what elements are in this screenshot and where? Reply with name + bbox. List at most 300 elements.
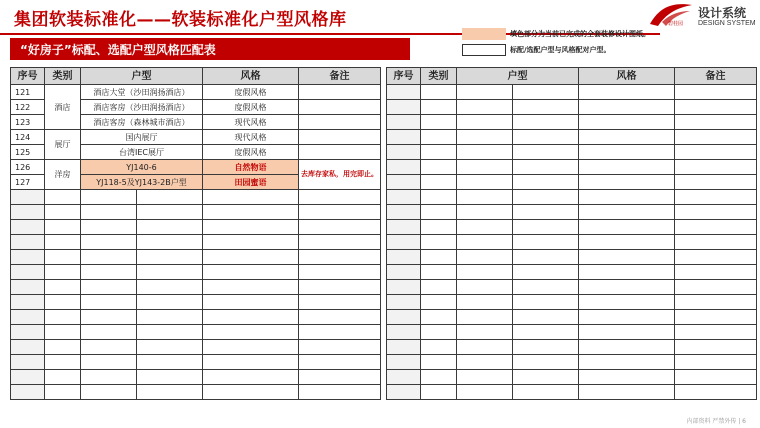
empty-cell [45, 295, 81, 310]
table-row [11, 130, 381, 145]
empty-cell [299, 325, 381, 340]
empty-cell [457, 355, 513, 370]
table-row-empty [387, 220, 757, 235]
empty-cell [387, 295, 421, 310]
header-category: 类别 [421, 68, 457, 85]
empty-cell [513, 190, 579, 205]
empty-cell [421, 85, 457, 100]
header-remark: 备注 [299, 68, 381, 85]
table-row-empty [11, 250, 381, 265]
empty-cell [137, 340, 203, 355]
table-row-empty [387, 325, 757, 340]
empty-cell [457, 250, 513, 265]
legend-text-blank: 标配/选配户型与风格配对户型。 [510, 46, 611, 54]
empty-cell [579, 280, 675, 295]
empty-cell [81, 370, 137, 385]
empty-cell [203, 220, 299, 235]
empty-cell [81, 295, 137, 310]
legend-text-filled: 填色部分为当前已完成的全套装修设计图纸。 [510, 30, 650, 38]
empty-cell [387, 265, 421, 280]
table-header-row [11, 68, 381, 85]
empty-cell [457, 85, 513, 100]
table-row-empty [387, 385, 757, 400]
empty-cell [675, 85, 757, 100]
empty-cell [421, 310, 457, 325]
empty-cell [579, 220, 675, 235]
empty-cell [11, 220, 45, 235]
table-row-empty [11, 190, 381, 205]
empty-cell [457, 265, 513, 280]
empty-cell [11, 355, 45, 370]
legend-swatch-blank [462, 44, 506, 56]
row-remark-note: 去库存家私，用完即止。 [299, 160, 381, 190]
style-match-table-right [386, 67, 757, 400]
empty-cell [299, 220, 381, 235]
row-category: 展厅 [45, 130, 81, 160]
table-row-empty [11, 280, 381, 295]
empty-cell [203, 205, 299, 220]
empty-cell [11, 235, 45, 250]
table-row-empty [11, 295, 381, 310]
empty-cell [513, 160, 579, 175]
logo-name-en: DESIGN SYSTEM [698, 20, 756, 27]
empty-cell [421, 325, 457, 340]
empty-cell [457, 325, 513, 340]
empty-cell [457, 295, 513, 310]
empty-cell [675, 175, 757, 190]
empty-cell [137, 355, 203, 370]
empty-cell [421, 220, 457, 235]
empty-cell [387, 160, 421, 175]
row-unit-type: YJ140-6 [81, 160, 203, 175]
empty-cell [579, 370, 675, 385]
empty-cell [81, 235, 137, 250]
empty-cell [11, 205, 45, 220]
table-row-empty [11, 220, 381, 235]
empty-cell [421, 145, 457, 160]
table-row-empty [387, 280, 757, 295]
empty-cell [299, 385, 381, 400]
empty-cell [387, 385, 421, 400]
empty-cell [387, 145, 421, 160]
table-row-empty [387, 100, 757, 115]
row-no: 127 [11, 175, 45, 190]
empty-cell [387, 325, 421, 340]
empty-cell [579, 235, 675, 250]
empty-cell [81, 265, 137, 280]
row-remark [299, 85, 381, 100]
empty-cell [457, 115, 513, 130]
empty-cell [513, 250, 579, 265]
empty-cell [675, 310, 757, 325]
empty-cell [11, 340, 45, 355]
empty-cell [299, 190, 381, 205]
empty-cell [387, 175, 421, 190]
empty-cell [45, 325, 81, 340]
empty-cell [513, 280, 579, 295]
empty-cell [137, 370, 203, 385]
table-row-empty [387, 265, 757, 280]
empty-cell [299, 295, 381, 310]
logo-small-text: 碧桂园 [668, 21, 684, 27]
empty-cell [11, 385, 45, 400]
empty-cell [387, 115, 421, 130]
empty-cell [579, 205, 675, 220]
empty-cell [137, 220, 203, 235]
empty-cell [299, 235, 381, 250]
empty-cell [137, 295, 203, 310]
empty-cell [45, 265, 81, 280]
row-unit-type: 国内展厅 [81, 130, 203, 145]
empty-cell [203, 325, 299, 340]
row-no: 124 [11, 130, 45, 145]
row-no: 123 [11, 115, 45, 130]
empty-cell [387, 85, 421, 100]
empty-cell [513, 340, 579, 355]
empty-cell [387, 205, 421, 220]
empty-cell [457, 340, 513, 355]
empty-cell [203, 235, 299, 250]
empty-cell [81, 355, 137, 370]
table-row-empty [11, 340, 381, 355]
empty-cell [675, 190, 757, 205]
empty-cell [513, 235, 579, 250]
empty-cell [675, 325, 757, 340]
empty-cell [203, 310, 299, 325]
table-row-empty [11, 310, 381, 325]
empty-cell [387, 100, 421, 115]
empty-cell [11, 295, 45, 310]
empty-cell [387, 310, 421, 325]
row-style: 田园蜜语 [203, 175, 299, 190]
empty-cell [11, 325, 45, 340]
empty-cell [45, 280, 81, 295]
table-row-empty [11, 325, 381, 340]
style-match-table-left [10, 67, 381, 400]
empty-cell [579, 160, 675, 175]
header-remark: 备注 [675, 68, 757, 85]
logo-name-cn: 设计系统 [698, 6, 747, 20]
section-title: “好房子”标配、选配户型风格匹配表 [20, 43, 216, 57]
empty-cell [513, 295, 579, 310]
empty-cell [11, 250, 45, 265]
empty-cell [513, 205, 579, 220]
table-row [11, 85, 381, 100]
row-no: 126 [11, 160, 45, 175]
empty-cell [81, 205, 137, 220]
table-row-empty [387, 85, 757, 100]
empty-cell [513, 100, 579, 115]
row-category: 洋房 [45, 160, 81, 190]
row-style: 现代风格 [203, 115, 299, 130]
empty-cell [675, 280, 757, 295]
table-row-empty [387, 310, 757, 325]
empty-cell [387, 130, 421, 145]
empty-cell [579, 310, 675, 325]
empty-cell [675, 385, 757, 400]
empty-cell [675, 100, 757, 115]
empty-cell [513, 145, 579, 160]
empty-cell [11, 265, 45, 280]
empty-cell [421, 265, 457, 280]
empty-cell [675, 370, 757, 385]
empty-cell [137, 280, 203, 295]
empty-cell [299, 265, 381, 280]
row-category: 酒店 [45, 85, 81, 130]
legend-item-blank [462, 44, 702, 56]
empty-cell [457, 160, 513, 175]
empty-cell [675, 220, 757, 235]
empty-cell [203, 295, 299, 310]
row-style: 度假风格 [203, 85, 299, 100]
empty-cell [387, 190, 421, 205]
empty-cell [11, 310, 45, 325]
empty-cell [45, 235, 81, 250]
empty-cell [457, 190, 513, 205]
table-row-empty [387, 250, 757, 265]
empty-cell [579, 385, 675, 400]
empty-cell [421, 100, 457, 115]
empty-cell [513, 265, 579, 280]
empty-cell [81, 280, 137, 295]
table-row-empty [387, 235, 757, 250]
empty-cell [45, 385, 81, 400]
table-row-empty [387, 145, 757, 160]
empty-cell [579, 100, 675, 115]
empty-cell [203, 385, 299, 400]
empty-cell [299, 310, 381, 325]
header-category: 类别 [45, 68, 81, 85]
empty-cell [457, 310, 513, 325]
empty-cell [513, 220, 579, 235]
table-row-empty [11, 370, 381, 385]
footer-note: 内部资料 严禁外传 | 6 [686, 418, 746, 425]
empty-cell [513, 130, 579, 145]
table-row-empty [11, 385, 381, 400]
row-unit-type: 酒店客房（沙田润扬酒店） [81, 100, 203, 115]
empty-cell [387, 355, 421, 370]
empty-cell [421, 355, 457, 370]
empty-cell [513, 325, 579, 340]
empty-cell [203, 370, 299, 385]
empty-cell [675, 340, 757, 355]
empty-cell [513, 370, 579, 385]
empty-cell [513, 85, 579, 100]
row-unit-type: 酒店大堂（沙田润扬酒店） [81, 85, 203, 100]
empty-cell [675, 355, 757, 370]
empty-cell [421, 370, 457, 385]
empty-cell [11, 370, 45, 385]
empty-cell [457, 175, 513, 190]
empty-cell [579, 340, 675, 355]
header-no: 序号 [11, 68, 45, 85]
empty-cell [579, 190, 675, 205]
row-no: 121 [11, 85, 45, 100]
table-row-empty [387, 205, 757, 220]
row-style: 度假风格 [203, 100, 299, 115]
table-header-row [387, 68, 757, 85]
empty-cell [579, 175, 675, 190]
empty-cell [299, 205, 381, 220]
empty-cell [137, 325, 203, 340]
empty-cell [579, 85, 675, 100]
empty-cell [137, 190, 203, 205]
empty-cell [421, 160, 457, 175]
empty-cell [299, 370, 381, 385]
empty-cell [81, 310, 137, 325]
empty-cell [387, 250, 421, 265]
empty-cell [513, 175, 579, 190]
table-row-empty [387, 295, 757, 310]
table-row [11, 160, 381, 175]
empty-cell [45, 355, 81, 370]
empty-cell [45, 205, 81, 220]
empty-cell [579, 145, 675, 160]
empty-cell [137, 235, 203, 250]
empty-cell [81, 385, 137, 400]
empty-cell [45, 250, 81, 265]
empty-cell [675, 145, 757, 160]
empty-cell [457, 370, 513, 385]
page-title: 集团软装标准化——软装标准化户型风格库 [14, 10, 347, 30]
empty-cell [387, 340, 421, 355]
table-row-empty [387, 160, 757, 175]
empty-cell [421, 130, 457, 145]
empty-cell [299, 355, 381, 370]
empty-cell [387, 370, 421, 385]
empty-cell [137, 205, 203, 220]
empty-cell [203, 190, 299, 205]
header-unit-type: 户型 [457, 68, 579, 85]
row-unit-type: 酒店客房（森林城市酒店） [81, 115, 203, 130]
row-style: 度假风格 [203, 145, 299, 160]
empty-cell [457, 385, 513, 400]
empty-cell [579, 355, 675, 370]
empty-cell [81, 250, 137, 265]
row-remark [299, 130, 381, 145]
empty-cell [675, 205, 757, 220]
section-header-bar [10, 38, 410, 60]
empty-cell [457, 235, 513, 250]
empty-cell [45, 370, 81, 385]
empty-cell [675, 235, 757, 250]
table-row-empty [387, 130, 757, 145]
empty-cell [203, 280, 299, 295]
table-row-empty [11, 355, 381, 370]
empty-cell [137, 250, 203, 265]
empty-cell [81, 340, 137, 355]
empty-cell [45, 340, 81, 355]
empty-cell [203, 340, 299, 355]
empty-cell [513, 385, 579, 400]
table-row-empty [387, 115, 757, 130]
empty-cell [513, 115, 579, 130]
empty-cell [421, 190, 457, 205]
empty-cell [457, 205, 513, 220]
row-remark [299, 100, 381, 115]
empty-cell [421, 280, 457, 295]
empty-cell [421, 295, 457, 310]
row-remark [299, 145, 381, 160]
empty-cell [299, 280, 381, 295]
empty-cell [81, 190, 137, 205]
empty-cell [579, 295, 675, 310]
empty-cell [579, 130, 675, 145]
empty-cell [579, 115, 675, 130]
legend-swatch-filled [462, 28, 506, 40]
row-unit-type: 台湾IEC展厅 [81, 145, 203, 160]
empty-cell [203, 355, 299, 370]
table-row-empty [387, 190, 757, 205]
empty-cell [387, 220, 421, 235]
row-unit-type: YJ118-5及YJ143-2B户型 [81, 175, 203, 190]
row-no: 125 [11, 145, 45, 160]
legend-item-filled [462, 28, 702, 40]
empty-cell [421, 115, 457, 130]
empty-cell [513, 355, 579, 370]
empty-cell [675, 250, 757, 265]
empty-cell [11, 280, 45, 295]
empty-cell [387, 280, 421, 295]
table-row-empty [387, 355, 757, 370]
table-row-empty [11, 205, 381, 220]
empty-cell [457, 145, 513, 160]
empty-cell [675, 265, 757, 280]
row-remark [299, 115, 381, 130]
header-no: 序号 [387, 68, 421, 85]
table-row-empty [387, 175, 757, 190]
table-row-empty [11, 235, 381, 250]
empty-cell [299, 340, 381, 355]
empty-cell [421, 235, 457, 250]
empty-cell [137, 265, 203, 280]
empty-cell [421, 385, 457, 400]
empty-cell [11, 190, 45, 205]
empty-cell [387, 235, 421, 250]
empty-cell [421, 250, 457, 265]
empty-cell [457, 280, 513, 295]
row-style: 现代风格 [203, 130, 299, 145]
empty-cell [675, 130, 757, 145]
row-no: 122 [11, 100, 45, 115]
empty-cell [675, 295, 757, 310]
empty-cell [457, 220, 513, 235]
empty-cell [137, 385, 203, 400]
header-style: 风格 [579, 68, 675, 85]
empty-cell [421, 175, 457, 190]
empty-cell [45, 220, 81, 235]
table-row-empty [387, 370, 757, 385]
empty-cell [45, 310, 81, 325]
empty-cell [45, 190, 81, 205]
empty-cell [579, 250, 675, 265]
empty-cell [457, 100, 513, 115]
empty-cell [421, 205, 457, 220]
empty-cell [675, 115, 757, 130]
empty-cell [137, 310, 203, 325]
empty-cell [675, 160, 757, 175]
header-unit-type: 户型 [81, 68, 203, 85]
empty-cell [457, 130, 513, 145]
empty-cell [81, 325, 137, 340]
table-row-empty [11, 265, 381, 280]
header-style: 风格 [203, 68, 299, 85]
empty-cell [299, 250, 381, 265]
empty-cell [579, 325, 675, 340]
empty-cell [513, 310, 579, 325]
empty-cell [203, 265, 299, 280]
empty-cell [81, 220, 137, 235]
